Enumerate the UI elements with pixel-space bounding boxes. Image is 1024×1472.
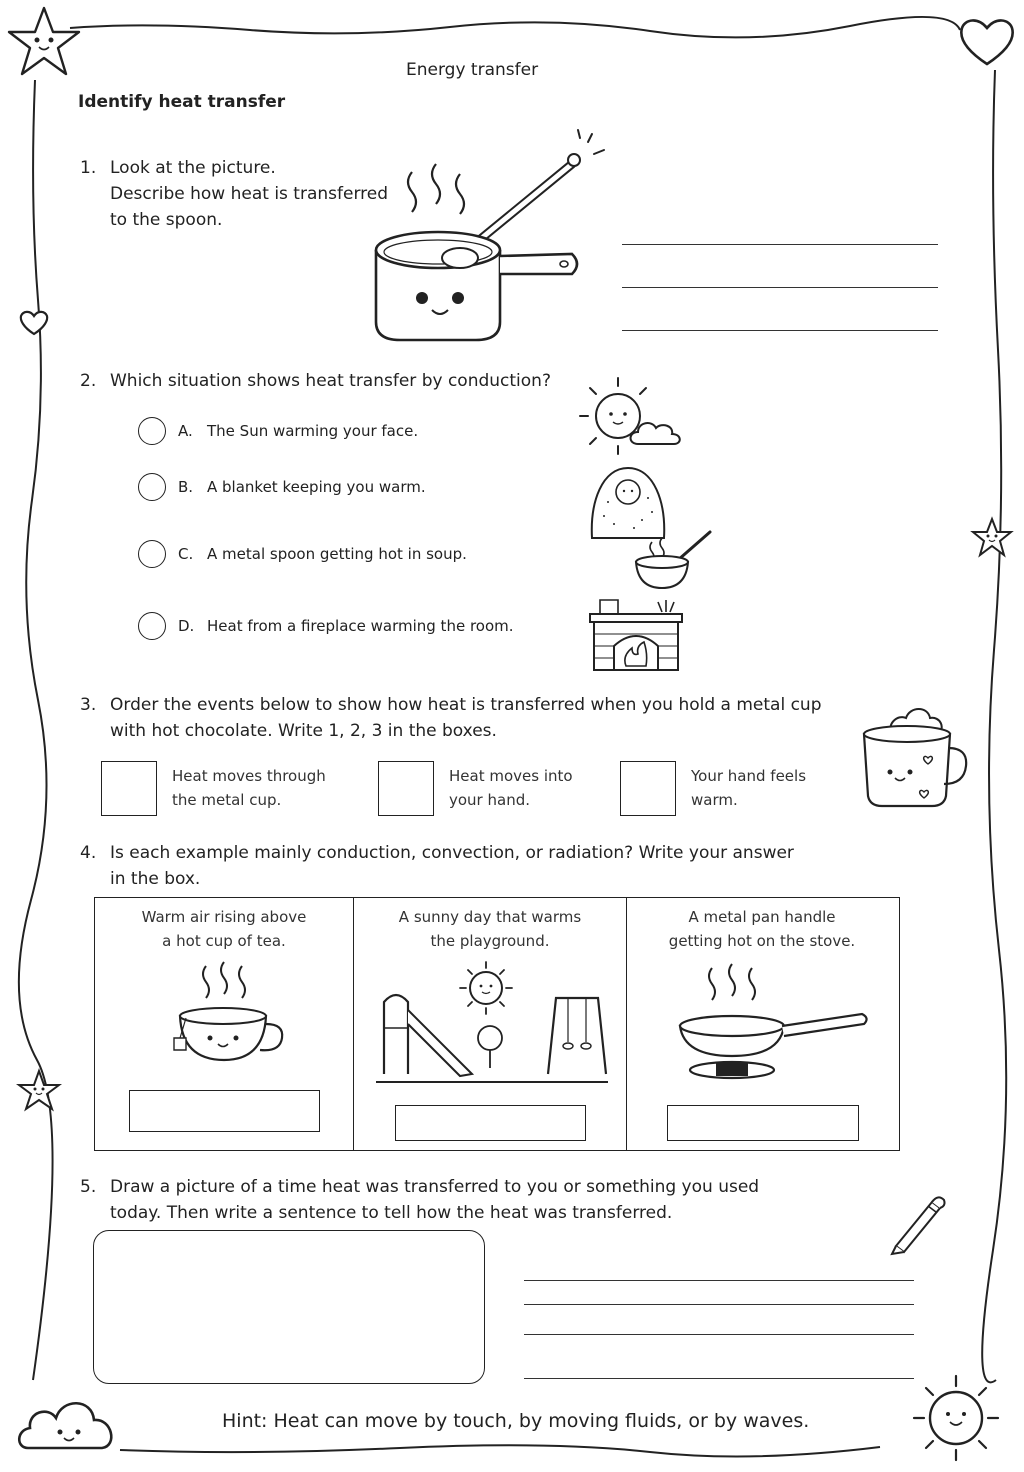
option-b-letter: B. — [178, 478, 194, 496]
pencil-icon — [888, 1192, 948, 1256]
section-heading: Identify heat transfer — [78, 92, 286, 112]
question-3-text: with hot chocolate. Write 1, 2, 3 in the boxes. — [110, 721, 497, 741]
question-4-text: Is each example mainly conduction, convection, or radiation? Write your answer — [110, 843, 794, 863]
sun-with-cloud-icon — [570, 372, 690, 462]
answer-box[interactable] — [667, 1105, 859, 1141]
option-d-text: Heat from a fireplace warming the room. — [207, 617, 514, 635]
option-d-letter: D. — [178, 617, 195, 635]
star-icon — [4, 2, 84, 82]
option-c-radio[interactable] — [138, 540, 166, 568]
answer-line[interactable] — [622, 244, 938, 245]
star-icon — [16, 1068, 62, 1114]
heart-icon — [956, 14, 1018, 68]
hot-chocolate-mug-icon — [858, 700, 978, 810]
question-1-text: Look at the picture. — [110, 158, 276, 178]
answer-line[interactable] — [524, 1280, 914, 1281]
event-3-text: warm. — [691, 791, 738, 809]
answer-box[interactable] — [395, 1105, 586, 1141]
order-box[interactable] — [378, 761, 434, 816]
order-box[interactable] — [620, 761, 676, 816]
example-1-text: Warm air rising above — [141, 908, 307, 926]
event-1-text: Heat moves through — [172, 767, 326, 785]
soup-bowl-spoon-icon — [630, 526, 720, 596]
tea-cup-icon — [166, 960, 296, 1070]
fireplace-icon — [586, 594, 686, 674]
question-number: 5. — [80, 1177, 97, 1197]
question-3-text: Order the events below to show how heat is transferred when you hold a metal cup — [110, 695, 822, 715]
answer-line[interactable] — [622, 330, 938, 331]
question-2-text: Which situation shows heat transfer by conduction? — [110, 371, 551, 391]
question-5-text: today. Then write a sentence to tell how the heat was transferred. — [110, 1203, 673, 1223]
table-divider — [626, 897, 627, 1151]
question-number: 3. — [80, 695, 97, 715]
event-2-text: Heat moves into — [449, 767, 573, 785]
answer-line[interactable] — [524, 1378, 914, 1379]
answer-line[interactable] — [524, 1304, 914, 1305]
question-number: 1. — [80, 158, 97, 178]
option-b-text: A blanket keeping you warm. — [207, 478, 426, 496]
example-1-text: a hot cup of tea. — [162, 932, 286, 950]
example-2-text: the playground. — [430, 932, 550, 950]
heart-icon — [18, 308, 50, 336]
answer-line[interactable] — [524, 1334, 914, 1335]
question-4-text: in the box. — [110, 869, 201, 889]
option-a-radio[interactable] — [138, 417, 166, 445]
option-c-text: A metal spoon getting hot in soup. — [207, 545, 467, 563]
star-icon — [970, 516, 1014, 560]
option-b-radio[interactable] — [138, 473, 166, 501]
hint-text: Hint: Heat can move by touch, by moving fluids, or by waves. — [222, 1410, 810, 1432]
pot-with-spoon-icon — [360, 132, 620, 352]
question-1-text: Describe how heat is transferred — [110, 184, 389, 204]
sun-icon — [906, 1368, 1006, 1468]
event-3-text: Your hand feels — [691, 767, 807, 785]
event-2-text: your hand. — [449, 791, 530, 809]
option-a-text: The Sun warming your face. — [207, 422, 419, 440]
example-3-text: A metal pan handle — [688, 908, 836, 926]
worksheet-title: Energy transfer — [406, 60, 539, 80]
table-divider — [353, 897, 354, 1151]
question-number: 4. — [80, 843, 97, 863]
drawing-box[interactable] — [93, 1230, 485, 1384]
example-2-text: A sunny day that warms — [398, 908, 582, 926]
answer-line[interactable] — [622, 287, 938, 288]
option-d-radio[interactable] — [138, 612, 166, 640]
question-number: 2. — [80, 371, 97, 391]
event-1-text: the metal cup. — [172, 791, 282, 809]
option-c-letter: C. — [178, 545, 194, 563]
option-a-letter: A. — [178, 422, 193, 440]
playground-sun-icon — [372, 958, 612, 1088]
cloud-icon — [14, 1388, 124, 1458]
question-5-text: Draw a picture of a time heat was transferred to you or something you used — [110, 1177, 760, 1197]
answer-box[interactable] — [129, 1090, 320, 1132]
frying-pan-stove-icon — [676, 960, 876, 1080]
question-1-text: to the spoon. — [110, 210, 223, 230]
example-3-text: getting hot on the stove. — [668, 932, 856, 950]
order-box[interactable] — [101, 761, 157, 816]
